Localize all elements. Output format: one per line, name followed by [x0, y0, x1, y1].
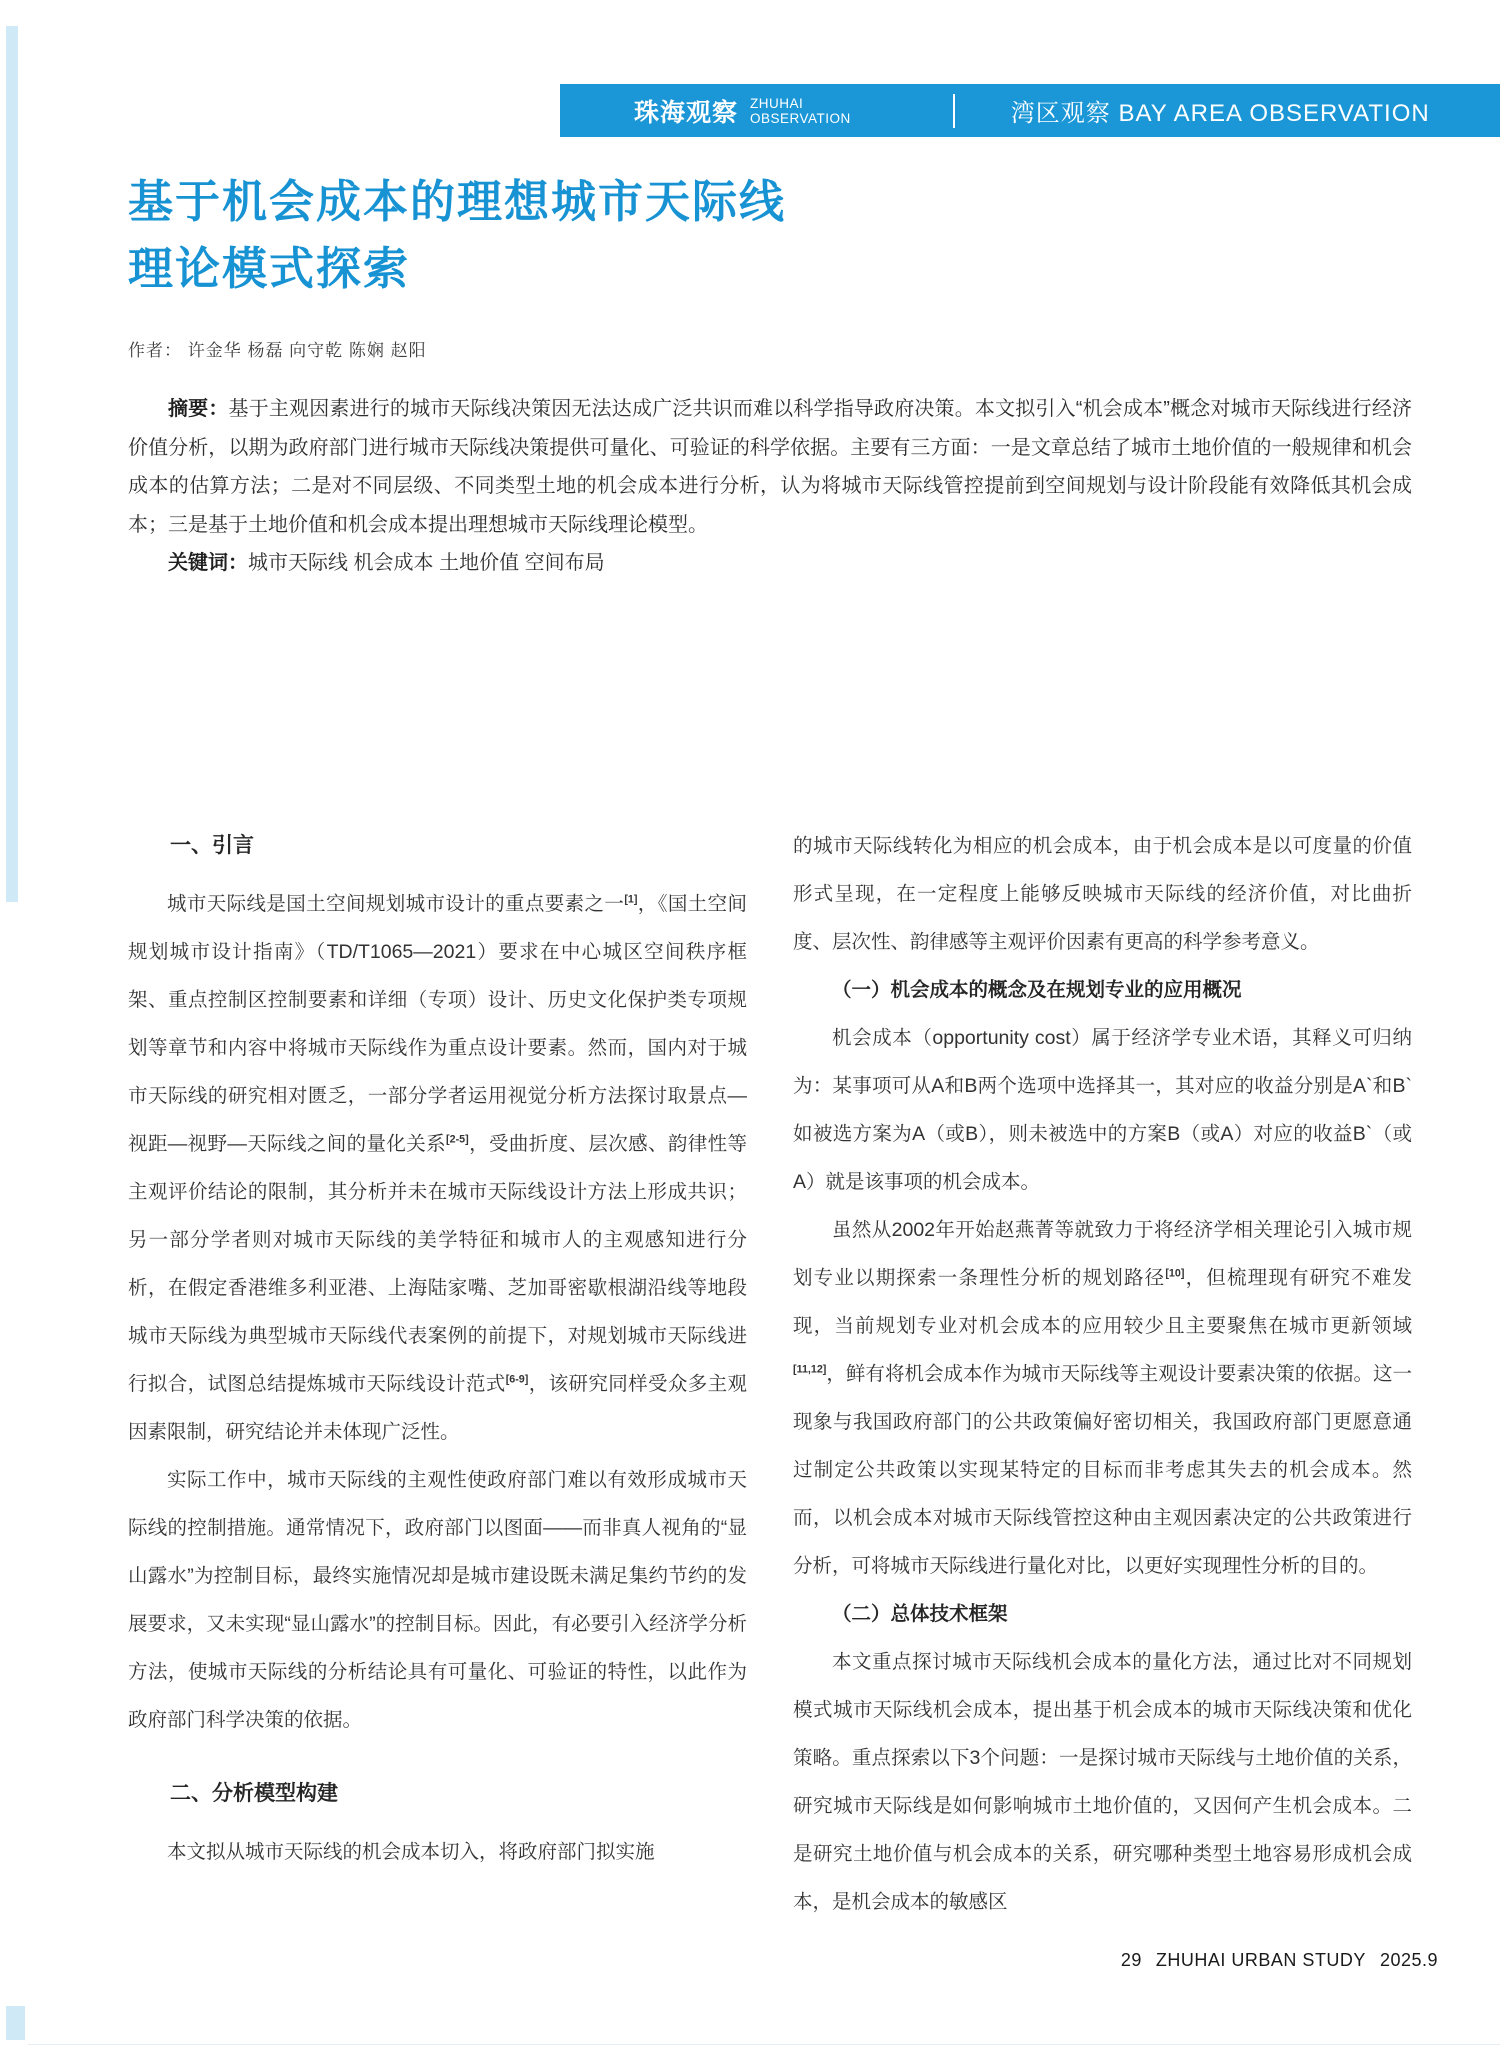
body-paragraph: 本文重点探讨城市天际线机会成本的量化方法，通过比对不同规划模式城市天际线机会成本，提出基于机会成本的城市天际线决策和优化策略。重点探索以下3个问题：一是探讨城市天际线与土地价值的关系，研究城市天际线是如何影响城市土地价值的，又因何产生机会成本。二是研究土地价值与机会成本的关系，研究哪种类型土地容易形成机会成本，是机会成本的敏感区: [793, 1651, 1412, 1913]
abstract-paragraph: [128, 390, 1412, 544]
authors-line: [128, 336, 427, 361]
section-heading: 一、引言: [170, 834, 254, 857]
abstract-text: 基于主观因素进行的城市天际线决策因无法达成广泛共识而难以科学指导政府决策。本文拟引入“机会成本”概念对城市天际线进行经济价值分析，以期为政府部门进行城市天际线决策提供可量化、可验证的科学依据。主要有三方面：一是文章总结了城市土地价值的一般规律和机会成本的估算方法；二是对不同层级、不同类型土地的机会成本进行分析，认为将城市天际线管控提前到空间规划与设计阶段能有效降低其机会成本；三是基于土地价值和机会成本提出理想城市天际线理论模型。: [128, 398, 1413, 536]
keywords-line: [128, 544, 1412, 583]
banner-brand-cn: 珠海观察: [634, 98, 739, 127]
left-column: [128, 822, 747, 1926]
keywords-text: 城市天际线 机会成本 土地价值 空间布局: [248, 552, 605, 575]
sub-heading: （二）总体技术框架: [832, 1603, 1008, 1625]
authors-names: 许金华 杨磊 向守乾 陈娴 赵阳: [187, 341, 427, 360]
banner-brand-en-line1: ZHUHAI: [750, 95, 804, 111]
body-paragraph: 城市天际线是国土空间规划城市设计的重点要素之一[1]，《国土空间规划城市设计指南》（TD/T1065—2021）要求在中心城区空间秩序框架、重点控制区控制要素和详细（专项）设计、历史文化保护类专项规划等章节和内容中将城市天际线作为重点设计要素。然而，国内对于城市天际线的研究相对匮乏，一部分学者运用视觉分析方法探讨取景点—视距—视野—天际线之间的量化关系[2-5]，受曲折度、层次感、韵律性等主观评价结论的限制，其分析并未在城市天际线设计方法上形成共识；另一部分学者则对城市天际线的美学特征和城市人的主观感知进行分析，在假定香港维多利亚港、上海陆家嘴、芝加哥密歇根湖沿线等地段城市天际线为典型城市天际线代表案例的前提下，对规划城市天际线进行拟合，试图总结提炼城市天际线设计范式[6-9]，该研究同样受众多主观因素限制，研究结论并未体现广泛性。: [128, 893, 747, 1443]
body-paragraph: 机会成本（opportunity cost）属于经济学专业术语，其释义可归纳为：某事项可从A和B两个选项中选择其一，其对应的收益分别是A`和B`如被选方案为A（或B），则未被选中的方案B（或A）对应的收益B`（或A）就是该事项的机会成本。: [793, 1027, 1412, 1193]
bottom-left-accent-block: [6, 2006, 25, 2040]
abstract-block: [128, 390, 1412, 583]
journal-name: ZHUHAI URBAN STUDY: [1155, 1950, 1366, 1970]
body-paragraph: 的城市天际线转化为相应的机会成本，由于机会成本是以可度量的价值形式呈现，在一定程度上能够反映城市天际线的经济价值，对比曲折度、层次性、韵律感等主观评价因素有更高的科学参考意义。: [793, 835, 1412, 953]
issue-date: 2025.9: [1379, 1950, 1438, 1970]
section-heading: 二、分析模型构建: [170, 1782, 338, 1805]
banner-divider: [953, 94, 955, 128]
banner-section-title: [1011, 93, 1430, 128]
article-body: [128, 822, 1412, 1926]
keywords-label: 关键词：: [168, 552, 248, 575]
sub-heading: （一）机会成本的概念及在规划专业的应用概况: [832, 979, 1242, 1001]
article-title-line1: 基于机会成本的理想城市天际线: [128, 176, 787, 227]
bottom-page-rule: [28, 2044, 1500, 2045]
authors-label: 作者：: [128, 341, 182, 360]
banner-section-en: BAY AREA OBSERVATION: [1118, 100, 1430, 127]
article-title: [128, 168, 786, 302]
banner-section-cn: 湾区观察: [1010, 100, 1111, 127]
page-footer: [1121, 1950, 1438, 1971]
body-paragraph: 本文拟从城市天际线的机会成本切入，将政府部门拟实施: [167, 1841, 655, 1863]
body-paragraph: 实际工作中，城市天际线的主观性使政府部门难以有效形成城市天际线的控制措施。通常情况下，政府部门以图面——而非真人视角的“显山露水”为控制目标，最终实施情况却是城市建设既未满足集约节约的发展要求，又未实现“显山露水”的控制目标。因此，有必要引入经济学分析方法，使城市天际线的分析结论具有可量化、可验证的特性，以此作为政府部门科学决策的依据。: [128, 1469, 747, 1731]
page-number: 29: [1120, 1950, 1142, 1970]
banner-brand-en: [750, 96, 851, 126]
body-paragraph: 虽然从2002年开始赵燕菁等就致力于将经济学相关理论引入城市规划专业以期探索一条理性分析的规划路径[10]，但梳理现有研究不难发现，当前规划专业对机会成本的应用较少且主要聚焦在城市更新领域[11,12]，鲜有将机会成本作为城市天际线等主观设计要素决策的依据。这一现象与我国政府部门的公共政策偏好密切相关，我国政府部门更愿意通过制定公共政策以实现某特定的目标而非考虑其失去的机会成本。然而，以机会成本对城市天际线管控这种由主观因素决定的公共政策进行分析，可将城市天际线进行量化对比，以更好实现理性分析的目的。: [793, 1219, 1412, 1577]
right-column: [793, 822, 1412, 1926]
abstract-label: 摘要：: [168, 398, 229, 420]
banner-brand-en-line2: OBSERVATION: [750, 110, 851, 126]
article-title-line2: 理论模式探索: [128, 243, 411, 294]
left-edge-accent-bar: [6, 26, 18, 902]
section-banner: [560, 84, 1500, 137]
